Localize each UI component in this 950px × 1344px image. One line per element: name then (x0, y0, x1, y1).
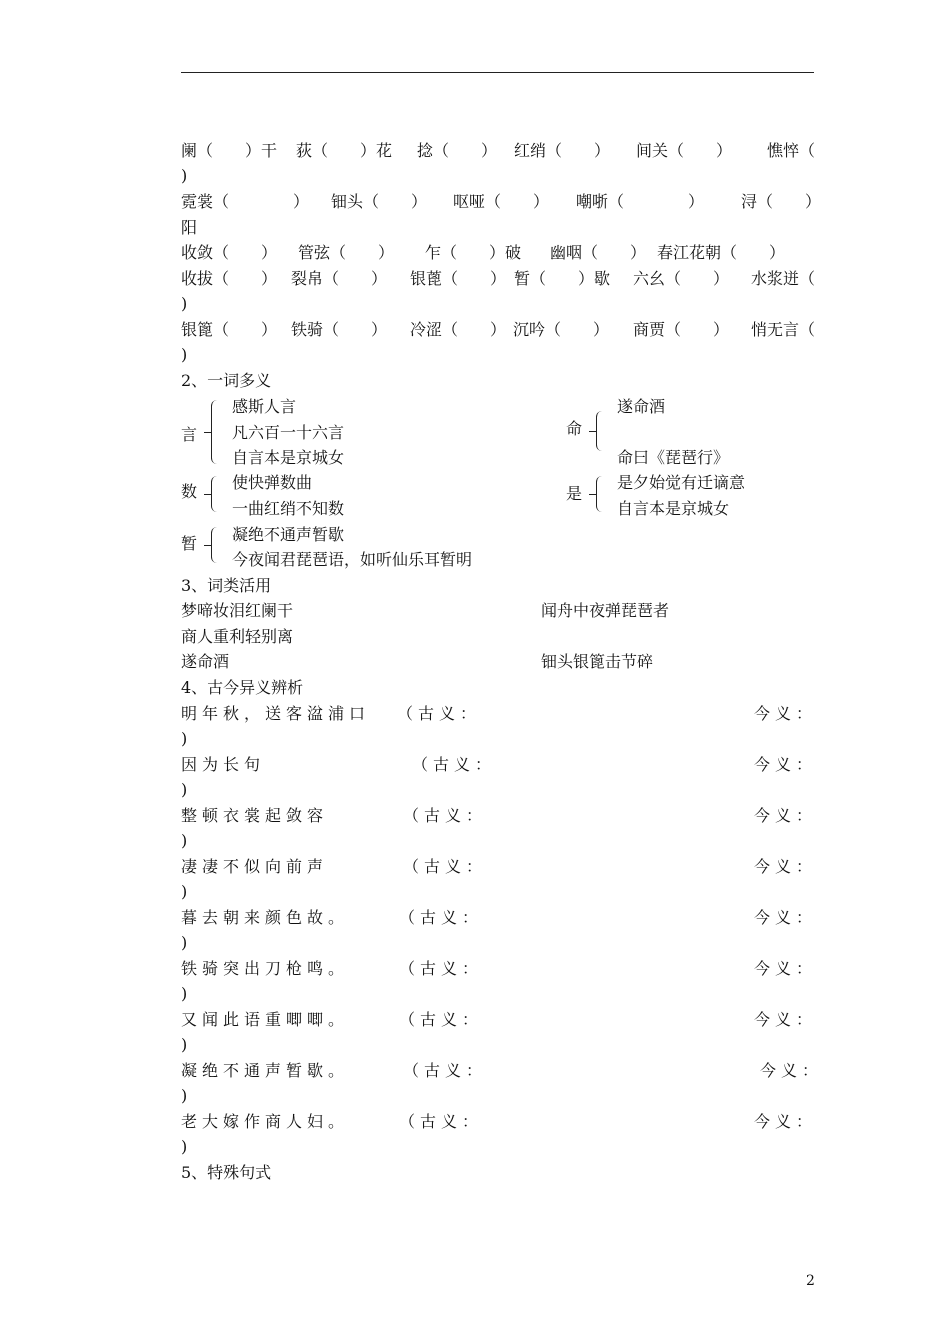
brace (211, 527, 222, 563)
vocab-item: 悄无言（ (751, 320, 816, 339)
vocab-row-5 (0, 320, 950, 342)
vocab-row-5-continuation: ) (181, 345, 188, 364)
vocab-item: 春江花朝（ ） (657, 243, 786, 262)
polysemy-example: 命曰《琵琶行》 (617, 448, 730, 467)
vocab-item: 水浆迸（ (751, 269, 816, 288)
vocab-item: 铁骑（ ） (291, 320, 388, 339)
ancient-meaning-label: （古义： (399, 959, 484, 978)
modern-meaning-label: 今义： (754, 704, 818, 723)
polysemy-example: 今夜闻君琵琶语，如听仙乐耳暂明 (232, 550, 473, 569)
vocab-item: 幽咽（ ） (550, 243, 647, 262)
meaning-sentence: 凝绝不通声暂歇。 (181, 1061, 350, 1080)
polysemy-example: 自言本是京城女 (617, 499, 730, 518)
vocab-item: 浔（ ） (741, 192, 822, 211)
ancient-meaning-label: （古义： (403, 806, 488, 825)
usage-example: 商人重利轻别离 (181, 627, 294, 646)
polysemy-example: 自言本是京城女 (232, 448, 345, 467)
usage-example: 梦啼妆泪红阑干 (181, 601, 294, 620)
vocab-item: 荻（ ）花 (296, 141, 393, 160)
closing-paren: ) (181, 933, 188, 952)
ancient-meaning-label: （古义： (399, 1010, 484, 1029)
vocab-item: 六幺（ ） (633, 269, 730, 288)
meaning-sentence: 因为长句 (181, 755, 266, 774)
polysemy-example: 使快弹数曲 (232, 473, 313, 492)
vocab-item: 红绡（ ） (514, 141, 611, 160)
meaning-sentence: 整顿衣裳起敛容 (181, 806, 329, 825)
polysemy-char: 言 (181, 425, 198, 444)
closing-paren: ) (181, 1137, 188, 1156)
polysemy-char: 是 (566, 484, 583, 503)
page-number: 2 (806, 1273, 815, 1289)
ancient-meaning-label: （古义： (412, 755, 497, 774)
modern-meaning-label: 今义： (754, 908, 818, 927)
closing-paren: ) (181, 882, 188, 901)
modern-meaning-label: 今义： (754, 959, 818, 978)
closing-paren: ) (181, 729, 188, 748)
vocab-row-1 (0, 141, 950, 163)
usage-example: 遂命酒 (181, 652, 230, 671)
vocab-item: 收敛（ ） (181, 243, 278, 262)
brace (596, 476, 607, 512)
vocab-item: 呕哑（ ） (453, 192, 550, 211)
vocab-item: 收拔（ ） (181, 269, 278, 288)
section-heading: 3、词类活用 (181, 576, 272, 595)
usage-example: 闻舟中夜弹琵琶者 (541, 601, 670, 620)
polysemy-char: 暂 (181, 534, 198, 553)
ancient-meaning-label: （古义： (399, 1112, 484, 1131)
closing-paren: ) (181, 831, 188, 850)
vocab-row-2-continuation: 阳 (181, 218, 198, 237)
modern-meaning-label: 今义： (760, 1061, 824, 1080)
polysemy-char: 数 (181, 482, 198, 501)
meaning-sentence: 暮去朝来颜色故。 (181, 908, 350, 927)
header-rule (181, 72, 814, 73)
vocab-row-4-continuation: ) (181, 294, 188, 313)
vocab-item: 银篦（ ） (181, 320, 278, 339)
vocab-item: 霓裳（ ） (181, 192, 310, 211)
meaning-sentence: 明年秋，送客湓浦口 (181, 704, 371, 723)
closing-paren: ) (181, 780, 188, 799)
polysemy-example: 凝绝不通声暂歇 (232, 525, 345, 544)
vocab-item: 管弦（ ） (298, 243, 395, 262)
vocab-row-2 (0, 192, 950, 214)
ancient-meaning-label: （古义： (403, 857, 488, 876)
closing-paren: ) (181, 1086, 188, 1105)
closing-paren: ) (181, 1035, 188, 1054)
modern-meaning-label: 今义： (754, 806, 818, 825)
meaning-sentence: 又闻此语重唧唧。 (181, 1010, 350, 1029)
vocab-row-1-continuation: ) (181, 166, 188, 185)
usage-example: 钿头银篦击节碎 (541, 652, 654, 671)
meaning-sentence: 凄凄不似向前声 (181, 857, 329, 876)
polysemy-example: 感斯人言 (232, 397, 297, 416)
modern-meaning-label: 今义： (754, 755, 818, 774)
vocab-row-4 (0, 269, 950, 291)
polysemy-example: 是夕始觉有迁谪意 (617, 473, 746, 492)
modern-meaning-label: 今义： (754, 1112, 818, 1131)
modern-meaning-label: 今义： (754, 1010, 818, 1029)
brace (596, 411, 607, 451)
vocab-item: 憔悴（ (767, 141, 816, 160)
section-heading: 2、一词多义 (181, 371, 272, 390)
polysemy-example: 一曲红绡不知数 (232, 499, 345, 518)
vocab-item: 沉吟（ ） (513, 320, 610, 339)
vocab-item: 银蓖（ ） (410, 269, 507, 288)
vocab-item: 裂帛（ ） (291, 269, 388, 288)
meaning-sentence: 老大嫁作商人妇。 (181, 1112, 350, 1131)
brace (211, 400, 222, 464)
vocab-item: 嘲哳（ ） (576, 192, 705, 211)
vocab-item: 钿头（ ） (331, 192, 428, 211)
modern-meaning-label: 今义： (754, 857, 818, 876)
polysemy-char: 命 (566, 419, 583, 438)
brace (211, 476, 222, 512)
vocab-item: 间关（ ） (636, 141, 733, 160)
section-heading: 5、特殊句式 (181, 1163, 272, 1182)
vocab-item: 阑（ ）干 (181, 141, 278, 160)
meaning-sentence: 铁骑突出刀枪鸣。 (181, 959, 350, 978)
section-heading: 4、古今异义辨析 (181, 678, 304, 697)
vocab-item: 捻（ ） (417, 141, 498, 160)
ancient-meaning-label: （古义： (403, 1061, 488, 1080)
vocab-item: 商贾（ ） (633, 320, 730, 339)
vocab-item: 暂（ ）歇 (514, 269, 611, 288)
ancient-meaning-label: （古义： (399, 908, 484, 927)
closing-paren: ) (181, 984, 188, 1003)
vocab-item: 乍（ ）破 (425, 243, 522, 262)
vocab-row-3 (0, 243, 950, 265)
polysemy-example: 凡六百一十六言 (232, 423, 345, 442)
vocab-item: 冷涩（ ） (410, 320, 507, 339)
polysemy-example: 遂命酒 (617, 397, 666, 416)
ancient-meaning-label: （古义： (397, 704, 482, 723)
